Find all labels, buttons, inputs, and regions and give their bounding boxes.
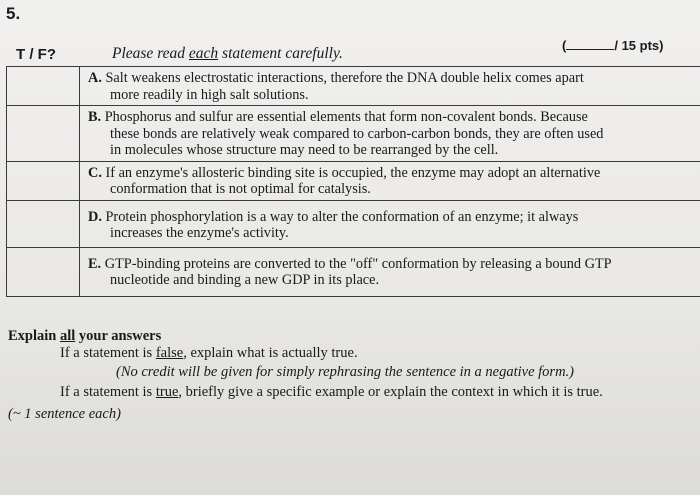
true-instruction	[60, 384, 603, 401]
false-word: false	[155, 345, 184, 361]
instruction-prefix: Please read	[112, 45, 189, 62]
points-close: / 15 pts)	[614, 38, 664, 53]
false-prefix: If a statement is	[60, 345, 156, 361]
statement-text: increases the enzyme's activity.	[110, 225, 289, 241]
statements-table	[6, 66, 700, 297]
statement-letter: D.	[88, 208, 102, 225]
points-open: (	[562, 38, 567, 53]
statement-text: GTP-binding proteins are converted to the "off" conformation by releasing a bound GTP	[104, 255, 612, 272]
statement-row-a	[7, 67, 700, 106]
false-suffix: , explain what is actually true.	[183, 345, 358, 361]
statement-d	[80, 200, 700, 247]
points-box	[562, 38, 663, 53]
tf-answer-cell-e[interactable]	[7, 247, 80, 296]
tf-answer-cell-d[interactable]	[7, 200, 80, 247]
statement-text: nucleotide and binding a new GDP in its place.	[110, 272, 380, 288]
points-blank[interactable]	[566, 39, 614, 50]
explain-title-suffix: your answers	[75, 328, 162, 344]
statement-a	[80, 67, 700, 106]
statement-e	[80, 247, 700, 296]
statement-text: Protein phosphorylation is a way to alter the conformation of an enzyme; it always	[105, 208, 579, 225]
statement-text: Phosphorus and sulfur are essential elements that form non-covalent bonds. Because	[104, 109, 588, 125]
no-credit-note: (No credit will be given for simply rephrasing the sentence in a negative form.)	[116, 364, 575, 380]
statement-row-b	[7, 106, 700, 162]
statement-letter: B.	[88, 109, 102, 125]
tf-column-header: T / F?	[16, 46, 56, 63]
tf-answer-cell-a[interactable]	[7, 67, 80, 106]
length-note: (~ 1 sentence each)	[8, 406, 121, 422]
statement-row-e	[7, 247, 700, 296]
statement-letter: A.	[88, 70, 102, 86]
instruction-text	[112, 45, 343, 63]
statement-c	[80, 161, 700, 200]
true-prefix: If a statement is	[60, 384, 156, 400]
statement-letter: E.	[88, 255, 102, 272]
statement-text: these bonds are relatively weak compared to carbon-carbon bonds, they are often used	[110, 125, 604, 142]
true-word: true	[155, 384, 179, 400]
instruction-underlined: each	[188, 45, 219, 62]
statement-text: more readily in high salt solutions.	[110, 86, 309, 103]
statement-text: Salt weakens electrostatic interactions, therefore the DNA double helix comes apart	[105, 70, 584, 86]
statement-row-c	[7, 161, 700, 200]
explain-title-underlined: all	[59, 328, 76, 344]
statement-text: conformation that is not optimal for catalysis.	[110, 181, 371, 197]
instruction-suffix: statement carefully.	[218, 45, 343, 62]
statement-text: If an enzyme's allosteric binding site is occupied, the enzyme may adopt an alternative	[105, 164, 601, 181]
true-suffix: , briefly give a specific example or explain the context in which it is true.	[178, 384, 603, 400]
statement-b	[80, 106, 700, 162]
question-number: 5.	[6, 4, 21, 23]
false-instruction	[60, 345, 358, 362]
statement-letter: C.	[88, 164, 102, 181]
tf-answer-cell-b[interactable]	[7, 106, 80, 162]
statement-text: in molecules whose structure may need to be rearranged by the cell.	[110, 142, 499, 158]
statement-row-d	[7, 200, 700, 247]
explain-title-prefix: Explain	[8, 328, 60, 344]
explain-title	[8, 327, 161, 346]
tf-answer-cell-c[interactable]	[7, 161, 80, 200]
